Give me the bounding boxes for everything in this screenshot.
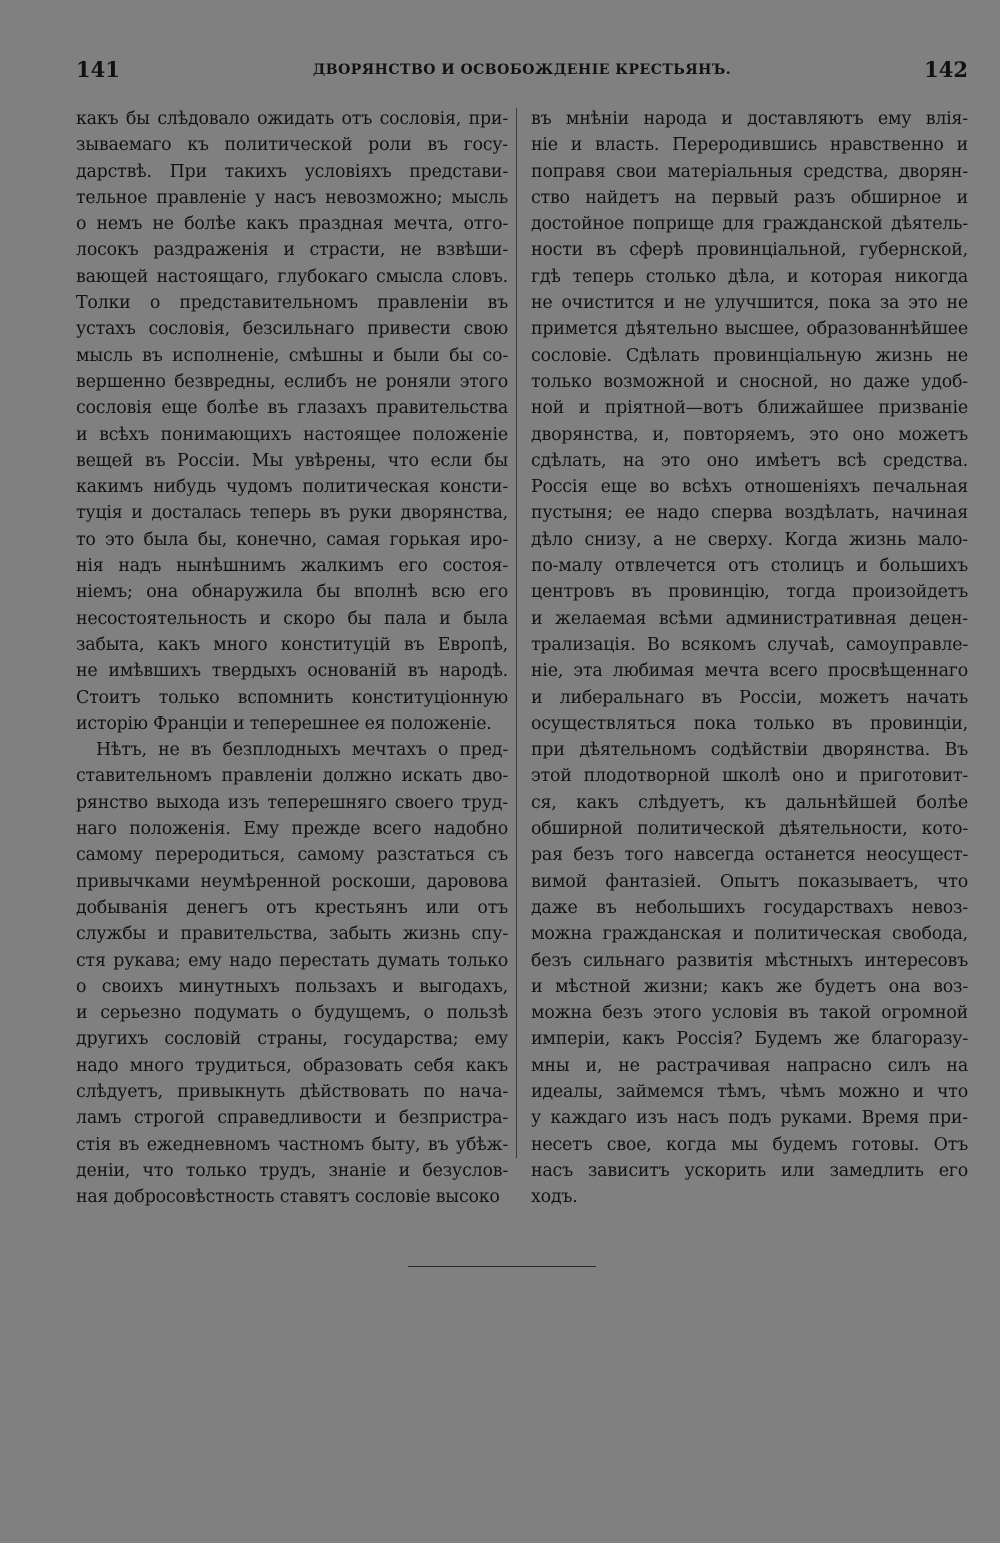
text-line: деніи, что только трудъ, знаніе и безуслов- bbox=[76, 1160, 508, 1181]
text-line: лосокъ раздраженія и страсти, не взвѣши- bbox=[76, 240, 508, 261]
text-line: достойное поприще для гражданской дѣятель- bbox=[531, 214, 968, 235]
text-line: стія въ ежедневномъ частномъ быту, въ убѣж- bbox=[76, 1134, 508, 1155]
text-line: ніе и власть. Переродившись нравственно и bbox=[531, 135, 968, 156]
text-line: Толки о представительномъ правленіи въ bbox=[76, 293, 508, 314]
text-line: самому переродиться, самому разстаться съ bbox=[76, 845, 508, 866]
text-line: сословія еще болѣе въ глазахъ правительства bbox=[76, 398, 508, 419]
text-line: о своихъ минутныхъ пользахъ и выгодахъ, bbox=[76, 976, 508, 997]
text-line: ство найдетъ на первый разъ обширное и bbox=[531, 187, 968, 208]
text-line: безъ сильнаго развитія мѣстныхъ интересовъ bbox=[531, 950, 968, 971]
text-line: и либеральнаго въ Россіи, можетъ начать bbox=[531, 687, 968, 708]
page-header bbox=[76, 57, 968, 87]
text-line: ніе, эта любимая мечта всего просвѣщеннаго bbox=[531, 661, 968, 682]
text-line: какимъ нибудь чудомъ политическая консти- bbox=[76, 477, 508, 498]
end-rule bbox=[408, 1266, 596, 1267]
text-line: центровъ въ провинцію, тогда произойдетъ bbox=[531, 582, 968, 603]
text-line: вающей настоящаго, глубокаго смысла словъ. bbox=[76, 266, 508, 287]
text-line: дѣло снизу, а не сверху. Когда жизнь мало- bbox=[531, 529, 968, 550]
text-line: насъ зависитъ ускорить или замедлить его bbox=[531, 1160, 968, 1181]
text-line: пустыня; ее надо сперва воздѣлать, начиная bbox=[531, 503, 968, 524]
text-line: исторію Франціи и теперешнее ея положеніе. bbox=[76, 713, 492, 734]
text-line: рянство выхода изъ теперешняго своего труд- bbox=[76, 792, 508, 813]
text-line: обширной политической дѣятельности, кото- bbox=[531, 819, 968, 840]
text-line: зываемаго къ политической роли въ госу- bbox=[76, 135, 508, 156]
text-line: Стоитъ только вспомнить конституціонную bbox=[76, 687, 508, 708]
text-line: тельное правленіе у насъ невозможно; мысль bbox=[76, 187, 508, 208]
text-line: ная добросовѣстность ставятъ сословіе высоко bbox=[76, 1187, 500, 1208]
right-page-number: 142 bbox=[924, 57, 968, 82]
text-line: нія надъ нынѣшнимъ жалкимъ его состоя- bbox=[76, 556, 508, 577]
text-line: ставительномъ правленіи должно искать дво- bbox=[76, 766, 508, 787]
text-line: несетъ свое, когда мы будемъ готовы. Отъ bbox=[531, 1134, 968, 1155]
text-line: можна безъ этого условія въ такой огромной bbox=[531, 1003, 968, 1024]
text-line: не очистится и не улучшится, пока за это не bbox=[531, 293, 968, 314]
text-line: трализація. Во всякомъ случаѣ, самоуправле- bbox=[531, 634, 968, 655]
text-line: добыванія денегъ отъ крестьянъ или отъ bbox=[76, 897, 508, 918]
text-line: вимой фантазіей. Опытъ показываетъ, что bbox=[531, 871, 968, 892]
text-line: и серьезно подумать о будущемъ, о пользѣ bbox=[76, 1003, 508, 1024]
text-line: рая безъ того навсегда останется неосущест- bbox=[531, 845, 968, 866]
column-divider bbox=[516, 108, 517, 1158]
text-line: даже въ небольшихъ государствахъ невоз- bbox=[531, 897, 968, 918]
text-line: наго положенія. Ему прежде всего надобно bbox=[76, 819, 508, 840]
text-line: надо много трудиться, образовать себя какъ bbox=[76, 1055, 508, 1076]
text-line: службы и правительства, забыть жизнь спу- bbox=[76, 924, 508, 945]
text-line: поправя свои матеріальныя средства, дворян- bbox=[531, 161, 968, 182]
text-line: только возможной и сносной, но даже удоб- bbox=[531, 371, 968, 392]
text-line: и всѣхъ понимающихъ настоящее положеніе bbox=[76, 424, 508, 445]
left-page-number: 141 bbox=[76, 57, 120, 82]
text-line: имперіи, какъ Россія? Будемъ же благоразу- bbox=[531, 1029, 968, 1050]
text-line: осуществляться пока только въ провинціи, bbox=[531, 713, 968, 734]
text-line: въ мнѣніи народа и доставляютъ ему влія- bbox=[531, 109, 968, 129]
text-line: примется дѣятельно высшее, образованнѣйшее bbox=[531, 319, 968, 340]
text-line: какъ бы слѣдовало ожидать отъ сословія, при- bbox=[76, 109, 508, 129]
text-line: мысль въ исполненіе, смѣшны и были бы со- bbox=[76, 345, 508, 366]
text-line: несостоятельность и скоро бы пала и была bbox=[76, 608, 508, 629]
text-line: сдѣлать, на это оно имѣетъ всѣ средства. bbox=[531, 450, 968, 471]
text-line: у каждаго изъ насъ подъ руками. Время при- bbox=[531, 1108, 968, 1129]
text-line: привычками неумѣренной роскоши, даровова bbox=[76, 871, 508, 892]
text-line: ламъ строгой справедливости и безпристра- bbox=[76, 1108, 508, 1129]
text-line: и мѣстной жизни; какъ же будетъ она воз- bbox=[531, 976, 968, 997]
running-title: ДВОРЯНСТВО И ОСВОБОЖДЕНІЕ КРЕСТЬЯНЪ. bbox=[312, 62, 732, 78]
text-line: устахъ сословія, безсильнаго привести свою bbox=[76, 319, 508, 340]
text-line: забыта, какъ много конституцій въ Европѣ, bbox=[76, 634, 508, 655]
text-line: дворянства, и, повторяемъ, это оно можетъ bbox=[531, 424, 968, 445]
text-line: слѣдуетъ, привыкнуть дѣйствовать по нача- bbox=[76, 1081, 508, 1102]
text-line: мны и, не растрачивая напрасно силъ на bbox=[531, 1055, 968, 1076]
text-line: туція и досталась теперь въ руки дворянства, bbox=[76, 503, 508, 524]
left-text-column bbox=[76, 106, 508, 1210]
text-line: ходъ. bbox=[531, 1187, 578, 1208]
text-line: гдѣ теперь столько дѣла, и которая никогда bbox=[531, 266, 968, 287]
text-line: можна гражданская и политическая свобода, bbox=[531, 924, 968, 945]
text-line: вершенно безвредны, еслибъ не роняли этого bbox=[76, 371, 508, 392]
text-line: не имѣвшихъ твердыхъ основаній въ народѣ. bbox=[76, 661, 508, 682]
text-line: при дѣятельномъ содѣйствіи дворянства. Въ bbox=[531, 740, 968, 761]
text-line: этой плодотворной школѣ оно и приготовит- bbox=[531, 766, 968, 787]
text-line: то это была бы, конечно, самая горькая иро- bbox=[76, 529, 508, 550]
text-line: ной и пріятной—вотъ ближайшее призваніе bbox=[531, 398, 968, 419]
text-line: другихъ сословій страны, государства; ему bbox=[76, 1029, 508, 1050]
text-line: ніемъ; она обнаружила бы вполнѣ всю его bbox=[76, 582, 508, 603]
text-line: сословіе. Сдѣлать провинціальную жизнь не bbox=[531, 345, 968, 366]
text-line: дарствѣ. При такихъ условіяхъ представи- bbox=[76, 161, 508, 182]
text-line: по-малу отвлечется отъ столицъ и большихъ bbox=[531, 556, 968, 577]
text-line: стя рукава; ему надо перестать думать только bbox=[76, 950, 508, 971]
text-line: идеалы, займемся тѣмъ, чѣмъ можно и что bbox=[531, 1081, 968, 1102]
text-line: и желаемая всѣми административная децен- bbox=[531, 608, 968, 629]
right-text-column bbox=[531, 106, 968, 1210]
text-line: ности въ сферѣ провинціальной, губернской, bbox=[531, 240, 968, 261]
text-line: Россія еще во всѣхъ отношеніяхъ печальная bbox=[531, 477, 968, 498]
text-line: вещей въ Россіи. Мы увѣрены, что если бы bbox=[76, 450, 508, 471]
text-line: ся, какъ слѣдуетъ, къ дальнѣйшей болѣе bbox=[531, 792, 968, 813]
text-line: Нѣтъ, не въ безплодныхъ мечтахъ о пред- bbox=[96, 740, 508, 761]
text-line: о немъ не болѣе какъ праздная мечта, отго- bbox=[76, 214, 508, 235]
